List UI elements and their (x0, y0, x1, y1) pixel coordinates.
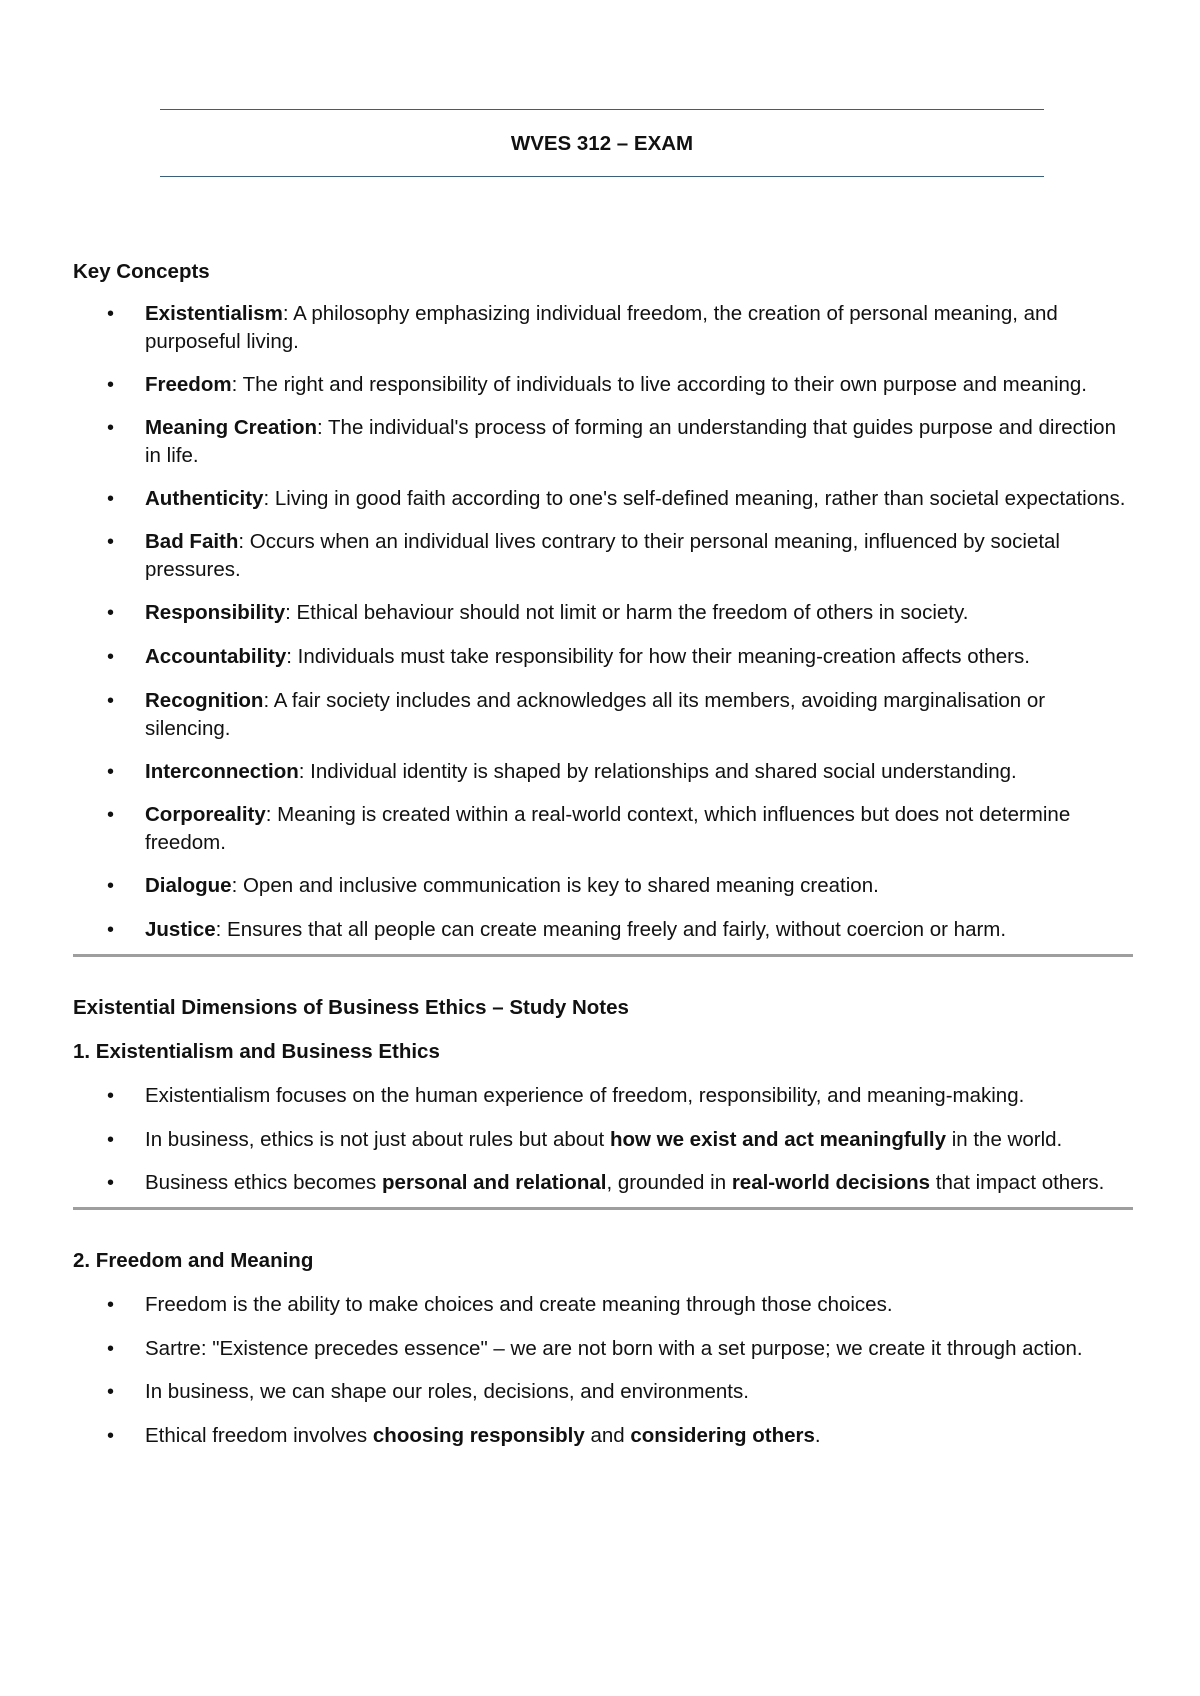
definition: : The individual's process of forming an understanding that guides purpose and direction in life. (145, 416, 1116, 467)
list-item-text: Existentialism focuses on the human experience of freedom, responsibility, and meaning-making. (145, 1084, 1025, 1107)
term: Responsibility (145, 601, 286, 624)
section-1-heading: 1. Existentialism and Business Ethics (73, 1040, 440, 1063)
definition: : Occurs when an individual lives contrary to their personal meaning, influenced by societal pressures. (145, 530, 1060, 581)
bold-text-run: considering others (630, 1424, 815, 1447)
definition: : Individual identity is shaped by relationships and shared social understanding. (298, 760, 1017, 783)
list-item-text: Freedom is the ability to make choices and create meaning through those choices. (145, 1293, 893, 1316)
definition: : Ethical behaviour should not limit or harm the freedom of others in society. (285, 601, 969, 624)
term: Existentialism (145, 302, 283, 325)
term: Recognition (145, 689, 264, 712)
key-concepts-list (73, 300, 1133, 944)
text-run: , grounded in (606, 1171, 732, 1194)
list-item (73, 1082, 1133, 1110)
section-1-list (73, 1082, 1133, 1197)
definition: : Ensures that all people can create meaning freely and fairly, without coercion or harm. (215, 918, 1007, 941)
list-item (73, 801, 1133, 857)
term: Corporeality (145, 803, 266, 826)
list-item (73, 485, 1133, 513)
list-item (73, 872, 1133, 900)
list-item (73, 1291, 1133, 1319)
bold-text-run: choosing responsibly (372, 1424, 585, 1447)
study-notes-title: Existential Dimensions of Business Ethics – Study Notes (73, 996, 629, 1019)
text-run: Business ethics becomes (145, 1171, 383, 1194)
list-item-text: Sartre: "Existence precedes essence" – we are not born with a set purpose; we create it through action. (145, 1337, 1083, 1360)
term: Justice (145, 918, 216, 941)
list-item-text: In business, we can shape our roles, decisions, and environments. (145, 1380, 749, 1403)
list-item (73, 1335, 1133, 1363)
definition: : A philosophy emphasizing individual freedom, the creation of personal meaning, and purposeful living. (145, 302, 1058, 353)
term: Dialogue (145, 874, 232, 897)
term: Bad Faith (145, 530, 239, 553)
list-item (73, 643, 1133, 671)
definition: : Living in good faith according to one's self-defined meaning, rather than societal expectations. (263, 487, 1126, 510)
definition: : Individuals must take responsibility for how their meaning-creation affects others. (286, 645, 1030, 668)
key-concepts-heading: Key Concepts (73, 260, 210, 283)
page-title: WVES 312 – EXAM (510, 132, 694, 155)
document-body (73, 258, 1133, 1450)
bold-text-run: personal and relational (382, 1171, 607, 1194)
term: Authenticity (145, 487, 264, 510)
term: Interconnection (145, 760, 299, 783)
text-run: that impact others. (930, 1171, 1105, 1194)
definition: : The right and responsibility of individuals to live according to their own purpose and meaning. (231, 373, 1088, 396)
section-2-heading: 2. Freedom and Meaning (73, 1249, 314, 1272)
list-item (73, 528, 1133, 584)
bold-text-run: real-world decisions (731, 1171, 931, 1194)
term: Meaning Creation (145, 416, 317, 439)
definition: : A fair society includes and acknowledges all its members, avoiding marginalisation or silencing. (145, 689, 1046, 740)
text-run: and (584, 1424, 631, 1447)
text-run: In business, ethics is not just about rules but about (145, 1128, 610, 1151)
list-item (73, 916, 1133, 944)
term: Accountability (145, 645, 287, 668)
list-item (73, 1169, 1133, 1197)
text-run: Ethical freedom involves (145, 1424, 373, 1447)
list-item (73, 758, 1133, 786)
definition: : Open and inclusive communication is key to shared meaning creation. (231, 874, 879, 897)
text-run: . (814, 1424, 821, 1447)
list-item (73, 599, 1133, 627)
list-item (73, 371, 1133, 399)
header-top-rule (160, 109, 1044, 110)
section-2-list (73, 1291, 1133, 1450)
text-run: in the world. (946, 1128, 1063, 1151)
bold-text-run: how we exist and act meaningfully (609, 1128, 947, 1151)
term: Freedom (145, 373, 232, 396)
list-item (73, 300, 1133, 356)
definition: : Meaning is created within a real-world context, which influences but does not determine freedom. (145, 803, 1071, 854)
list-item (73, 1126, 1133, 1154)
list-item (73, 1378, 1133, 1406)
section-divider (73, 1207, 1133, 1210)
list-item (73, 414, 1133, 470)
header-bottom-rule (160, 176, 1044, 177)
section-divider (73, 954, 1133, 957)
list-item (73, 1422, 1133, 1450)
list-item (73, 687, 1133, 743)
